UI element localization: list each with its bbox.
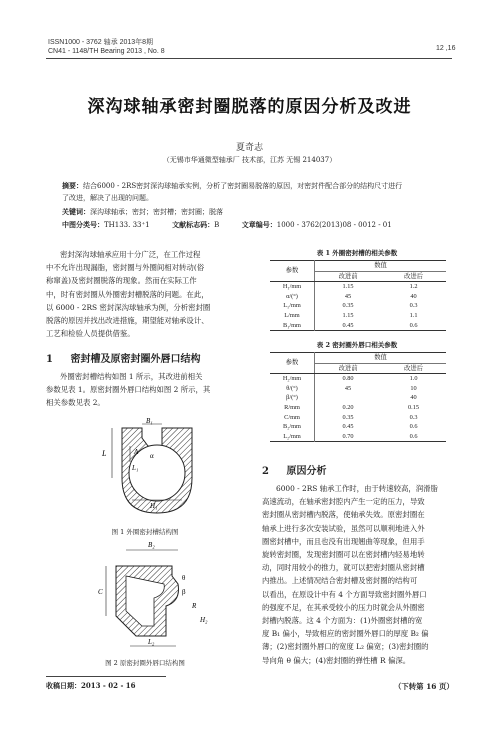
doc-code-label: 文献标志码： [172,220,215,229]
table-row [270,413,446,423]
table-cell: R/mm [270,403,315,413]
doc-code: B [214,221,220,229]
page-range: 12 ,16 [436,45,456,52]
table-cell: 0.70 [342,432,354,440]
table-row [270,311,446,321]
section-2-line: 动，同时用较小的推力，就可以把密封圈从密封槽 [262,563,425,573]
fig1-label-L1: L₁ [132,464,139,472]
table-cell: 0.3 [409,302,418,310]
journal-issn-line: ISSN1000 - 3762 轴承 2013年8期 [48,39,154,46]
table-cell: 0.3 [409,413,418,421]
journal-cn-line: CN41 - 1148/TH Bearing 2013 , No. 8 [48,48,165,55]
section-2-heading [262,462,326,477]
section-2-line: 高速流动，在轴承密封腔内产生一定的压力，导致 [262,497,425,507]
section-2-line: 封槽内脱落。这 4 个方面为：(1)外圈密封槽的宽 [262,616,423,626]
intro-line: 密封深沟球轴承应用十分广泛，在工作过程 [60,250,201,259]
author: 夏奇志 [235,143,263,153]
section-2-line: 薄；(2)密封圈外唇口的宽度 L₂ 偏宽；(3)密封圈的 [262,642,429,652]
footnote-rule [46,676,166,677]
affiliation: （无锡市华通微型轴承厂 技术部，江苏 无锡 214037） [162,156,337,164]
figure-2-caption: 图 2 原密封圈外唇口结构图 [105,659,185,667]
intro-line: 以 6000 - 2RS 密封深沟球轴承为例，分析密封圈 [46,302,211,312]
keywords [62,206,452,218]
table-row [270,321,446,331]
table-cell: 0.35 [342,302,354,310]
header-rule [46,58,452,59]
abstract [62,180,452,204]
abstract-line-2: 了改进，解决了出现的问题。 [62,194,153,202]
fig1-label-H1: H₁ [150,502,158,510]
section-2-line: 导向角 θ 偏大；(4)密封圈的弹性槽 R 偏深。 [262,655,411,665]
fig2-label-L2: L₂ [148,638,155,646]
table-1 [270,260,446,331]
section-1-line: 参数见表 1。原密封圈外唇口结构如图 2 所示，其 [46,385,211,395]
table-cell: 1.2 [409,283,418,291]
keywords-label: 关键词： [62,207,90,216]
abstract-line-1: 结合6000 - 2RS密封深沟球轴承实例，分析了密封圈易脱落的原因，对密封件配合部分的结构尺寸进行 [83,182,403,190]
table-1-param-header: 参数 [270,261,315,282]
fig2-label-R: R [192,602,197,610]
table-row [270,393,446,403]
section-2-line: 圈密封槽中，而且也没有出现翘曲等现象，但用手 [262,536,425,546]
fig2-label-beta: β [182,588,186,596]
table-cell: 0.6 [409,432,418,440]
fig2-label-H2: H₂ [200,616,208,624]
table-cell: 0.15 [408,403,420,411]
table-cell: 1.15 [342,311,354,319]
article-id: 1000 - 3762(2013)08 - 0012 - 01 [276,221,392,229]
section-2-line: 轴承上进行多次安装试验，虽然可以顺利地进入外 [262,523,425,533]
table-row [270,292,446,302]
table-cell: 0.80 [342,375,354,383]
intro-line: 称窜盖)及密封圈脱落的现象。然而在实际工作 [46,276,197,286]
table-cell: 45 [344,384,352,392]
table-cell: 0.20 [342,403,354,411]
intro-line: 工艺和检验人员提供借鉴。 [46,329,135,339]
fig1-label-A: A [134,448,139,456]
table-cell: L₁/mm [270,301,315,311]
table-cell: 40 [410,394,417,402]
table-cell: L₂/mm [270,432,315,442]
fig2-label-B2: B₂ [148,541,155,549]
table-cell: 0.6 [409,423,418,431]
table-cell: 1.1 [409,311,418,319]
table-row [270,282,446,292]
table-2 [270,352,446,442]
figure-2-drawing [96,536,218,654]
table-1-caption: 表 1 外圈密封槽的相关参数 [316,249,398,257]
figure-1-caption: 图 1 外圈密封槽结构图 [111,528,179,536]
table-cell [315,393,382,403]
table-2-value-header: 数值 [315,353,447,364]
keywords-text: 深沟球轴承；密封；密封槽；密封圈；脱落 [90,208,223,216]
section-1-heading [46,350,200,365]
section-2-line: 度 B₁ 偏小，导致相应的密封圈外唇口的厚度 B₂ 偏 [262,629,429,639]
table-2-after-header: 改进后 [404,364,423,372]
clc-label: 中图分类号： [62,220,104,229]
table-cell: H₁/mm [270,282,315,292]
section-1-title: 密封槽及原密封圈外唇口结构 [70,354,201,365]
intro-line: 中，时有密封圈从外圈密封槽脱落的问题。在此， [46,289,209,299]
clc-code: TH133. 33⁺1 [104,221,150,229]
table-cell: 0.35 [342,413,354,421]
table-cell: 1.0 [409,375,418,383]
table-1-value-header: 数值 [315,261,447,272]
table-cell: 0.6 [409,321,418,329]
section-1-line: 外圈密封槽结构如图 1 所示，其改进前相关 [60,372,203,381]
table-row [270,301,446,311]
section-2-line: 内推出。上述情况结合密封槽及密封圈的结构可 [262,576,418,586]
table-cell: 0.45 [342,423,354,431]
table-row [270,403,446,413]
table-cell: H₂/mm [270,374,315,384]
section-2-line: 的强度不足，在其承受较小的压力时就会从外圈密 [262,602,425,612]
fig1-label-L: L [102,449,107,458]
table-cell: L/mm [270,311,315,321]
section-1-number: 1 [46,354,53,365]
received-date: 收稿日期：2013 - 02 - 16 [46,681,136,690]
table-row [270,422,446,432]
table-cell: 10 [410,384,417,392]
section-2-number: 2 [262,466,269,477]
section-2-title: 原因分析 [286,466,327,477]
table-cell: 40 [410,292,417,300]
abstract-label: 摘要： [62,181,83,190]
fig1-label-alpha: α [150,452,154,460]
table-cell: 0.45 [342,321,354,329]
table-cell: β/(°) [270,393,315,403]
table-cell: B₁/mm [270,321,315,331]
table-row [270,432,446,442]
table-cell: θ/(°) [270,384,315,394]
section-1-line: 相关参数见表 2。 [46,398,105,408]
fig1-label-B1: B₁ [146,418,153,425]
table-row [270,374,446,384]
table-2-before-header: 改进前 [338,364,358,372]
section-2-line: 密封圈从密封槽内脱落，使轴承失效。原密封圈在 [262,510,425,520]
paper-title: 深沟球轴承密封圈脱落的原因分析及改进 [87,97,412,117]
classification-line [62,219,452,231]
table-cell: 1.15 [342,283,354,291]
fig2-label-C: C [98,588,103,596]
table-cell: α/(°) [270,292,315,302]
figure-1-drawing [92,418,222,518]
section-2-line: 以看出，在原设计中有 4 个方面导致密封圈外唇口 [262,589,427,599]
table-cell: 45 [344,292,352,300]
table-1-after-header: 改进后 [404,272,423,280]
table-cell: B₂/mm [270,422,315,432]
intro-paragraph [46,248,244,340]
intro-line: 中不允许出现漏脂，密封圈与外圈间相对转动(俗 [46,263,205,273]
section-2-line: 旋转密封圈，发现密封圈可以在密封槽内轻易地转 [262,550,425,560]
section-1-paragraph [46,370,244,410]
table-cell: C/mm [270,413,315,423]
table-row [270,384,446,394]
section-2-paragraph [262,482,458,667]
table-2-caption: 表 2 密封圈外唇口相关参数 [316,341,398,349]
article-id-label: 文章编号： [241,220,277,229]
continued-note: （下转第 16 页） [394,682,454,691]
fig2-label-theta: θ [182,574,186,582]
table-1-before-header: 改进前 [338,272,358,280]
intro-line: 脱落的原因并找出改进措施，期望能对轴承设计、 [46,316,209,326]
section-2-line: 6000 - 2RS 轴承工作时，由于转速较高，润滑脂 [276,484,438,493]
table-2-param-header: 参数 [270,353,315,374]
